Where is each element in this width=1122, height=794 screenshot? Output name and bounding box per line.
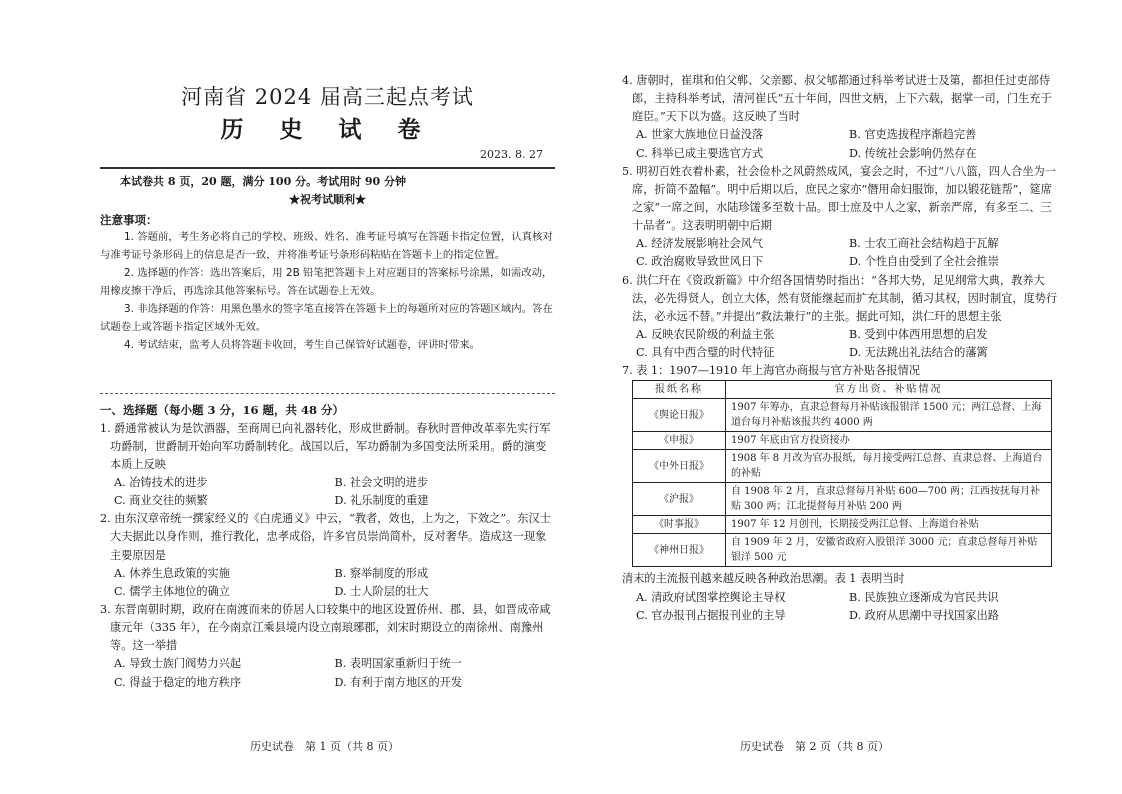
intro-block xyxy=(100,173,555,354)
option-c[interactable]: C. 商业交往的频繁 xyxy=(114,494,208,508)
option-b[interactable]: B. 民族独立逐渐成为官民共识 xyxy=(849,590,999,604)
section-heading: 一、选择题（每小题 3 分，16 题，共 48 分） xyxy=(100,403,345,417)
option-a[interactable]: A. 世家大族地位日益没落 xyxy=(636,128,764,142)
question-6 xyxy=(622,272,1062,363)
question-stem: 5. 明初百姓衣着朴素，社会俭朴之风蔚然成风，宴会之时，不过“八八篮，四人合坐为一席，折简不盈幅”。明中后期以后，庶民之家亦“僭用命妇服饰，加以锻花链帮”，筵席之家“一席之间，水陆珍馐多至数十品。即士庶及中人之家，新亲严席，有多至二、三十品者”。这表明明朝中后期 xyxy=(622,164,1056,233)
right-page xyxy=(622,0,1062,794)
option-d[interactable]: D. 个性自由受到了全社会推崇 xyxy=(849,255,999,269)
question-stem: 2. 由东汉章帝统一撰家经义的《白虎通义》中云，“教者，效也，上为之，下效之”。东汉士大夫据此以身作则，推行教化，忠孝成俗，许多官员崇尚简朴，反对奢华。造成这一现象主要原因是 xyxy=(100,512,551,562)
notes-list xyxy=(100,229,555,354)
newspaper-name: 《沪报》 xyxy=(633,483,726,516)
option-d[interactable]: D. 有利于南方地区的开发 xyxy=(334,675,463,689)
option-a[interactable]: A. 导致士族门阀势力兴起 xyxy=(114,657,242,671)
exam-date: 2023. 8. 27 xyxy=(480,148,543,161)
note-item: 3. 非选择题的作答：用黑色墨水的签字笔直接答在答题卡上的每题所对应的答题区域内。答在试题卷上或答题卡指定区域外无效。 xyxy=(100,302,553,333)
newspaper-name: 《舆论日报》 xyxy=(633,399,726,432)
note-item: 4. 考试结束，监考人员将答题卡收回，考生自己保管好试题卷，评讲时带来。 xyxy=(124,338,481,351)
question-4 xyxy=(622,72,1062,163)
header-rule xyxy=(100,167,555,169)
question-stem: 4. 唐朝时，崔琪和伯父郸、父亲郾、叔父郇都通过科举考试进士及第，都担任过吏部侍郎，主持科举考试，清河崔氏“五十年间，四世文柄，上下六载，据掌一司，门生充于庭臣。”天下以为盛。这反映了当时 xyxy=(622,74,1052,124)
option-c[interactable]: C. 儒学主体地位的确立 xyxy=(114,584,230,598)
notes-heading: 注意事项： xyxy=(100,212,158,227)
subsidy-info: 1908 年 8 月改为官办报纸，每月接受两江总督、直隶总督、上海道台的补贴 xyxy=(726,450,1052,483)
option-a[interactable]: A. 休养生息政策的实施 xyxy=(114,566,230,580)
table-row xyxy=(633,399,1052,432)
col-header-info: 官方出资、补贴情况 xyxy=(726,381,1052,399)
option-d[interactable]: D. 礼乐制度的重建 xyxy=(334,494,429,508)
subsidy-info: 1907 年 12 月创刊，长期接受两江总督、上海道台补贴 xyxy=(726,516,1052,534)
option-d[interactable]: D. 无法跳出礼法结合的藩篱 xyxy=(849,346,988,360)
subsidy-info: 1907 年筹办，直隶总督每月补贴该报银洋 1500 元；两江总督、上海道台每月补贴该报共约 4000 两 xyxy=(726,399,1052,432)
question-7 xyxy=(622,362,1062,625)
newspaper-name: 《时事报》 xyxy=(633,516,726,534)
option-a[interactable]: A. 经济发展影响社会风气 xyxy=(636,237,764,251)
question-stem: 1. 爵通常被认为是饮酒器，至商周已向礼器转化，形成世爵制。春秋时晋伸改革率先实行军功爵制，世爵制开始向军功爵制转化。战国以后，军功爵制为多国变法所采用。爵的演变本质上反映 xyxy=(100,421,551,471)
option-c[interactable]: C. 政治腐败导致世风日下 xyxy=(636,255,764,269)
choice-section xyxy=(100,401,555,692)
note-item: 2. 选择题的作答：选出答案后，用 2B 铅笔把答题卡上对应题目的答案标号涂黑，如需改动，用橡皮擦干净后，再选涂其他答案标号。答在试题卷上无效。 xyxy=(100,267,553,297)
subsidy-info: 1907 年底由官方投资接办 xyxy=(726,432,1052,450)
option-b[interactable]: B. 社会文明的进步 xyxy=(334,476,429,490)
option-d[interactable]: D. 士人阶层的壮大 xyxy=(334,584,429,598)
question-2 xyxy=(100,510,555,601)
option-c[interactable]: C. 科举已成主要选官方式 xyxy=(636,146,764,160)
questions-top xyxy=(622,72,1062,625)
table-row xyxy=(633,516,1052,534)
question-followup: 清末的主流报刊越来越反映各种政治思潮。表 1 表明当时 xyxy=(622,572,905,586)
note-item: 1. 答题前，考生务必将自己的学校、班级、姓名、准考证号填写在答题卡指定位置，认真核对与准考证号条形码上的信息是否一致，并将准考证号条形码粘贴在答题卡上的指定位置。 xyxy=(100,231,553,262)
col-header-name: 报纸名称 xyxy=(633,381,726,399)
question-stem: 7. 表 1：1907—1910 年上海官办商报与官方补贴各报情况 xyxy=(622,364,920,378)
exam-wish: ★祝考试顺利★ xyxy=(289,192,366,206)
option-a[interactable]: A. 反映农民阶级的利益主张 xyxy=(636,327,775,341)
page-footer: 历史试卷 第 1 页（共 8 页） xyxy=(250,740,399,754)
subsidy-info: 自 1908 年 2 月，直隶总督每月补贴 600—700 两；江西按抚每月补贴 300 两；江北提督每月补贴 200 两 xyxy=(726,483,1052,516)
subject-title: 历 史 试 卷 xyxy=(220,117,435,143)
left-page xyxy=(100,0,555,794)
page-footer: 历史试卷 第 2 页（共 8 页） xyxy=(740,740,889,754)
option-b[interactable]: B. 表明国家重新归于统一 xyxy=(334,657,462,671)
question-stem: 3. 东晋南朝时期，政府在南渡而来的侨居人口较集中的地区设置侨州、郡、县，如晋成帝咸康元年（335 年），在今南京江乘县境内设立南琅琊郡，刘宋时期设立的南徐州、南豫州等。这一举措 xyxy=(100,603,551,653)
option-c[interactable]: C. 官办报刊占据报刊业的主导 xyxy=(636,608,786,622)
subsidy-table xyxy=(632,380,1052,567)
table-row xyxy=(633,450,1052,483)
table-header-row xyxy=(633,381,1052,399)
option-b[interactable]: B. 士农工商社会结构趋于瓦解 xyxy=(849,237,999,251)
option-a[interactable]: A. 清政府试图掌控舆论主导权 xyxy=(636,590,786,604)
option-a[interactable]: A. 冶铸技术的进步 xyxy=(114,476,208,490)
subsidy-info: 自 1909 年 2 月，安徽省政府入股银洋 3000 元；直隶总督每月补贴银洋 500 元 xyxy=(726,534,1052,567)
question-stem: 6. 洪仁玕在《资政新篇》中介绍各国情势时指出：“各邦大势，足见纲常大典，教养大法，必先得贤人，创立大体，然有贤能继起而扩充其制，循习其权，因时制宜，度势行法，必永远不替。”并提出“救法兼行”的主张。据此可知，洪仁玕的思想主张 xyxy=(622,273,1058,323)
option-c[interactable]: C. 具有中西合璧的时代特征 xyxy=(636,346,775,360)
option-b[interactable]: B. 受到中体西用思想的启发 xyxy=(849,327,988,341)
exam-intro: 本试卷共 8 页，20 题，满分 100 分。考试用时 90 分钟 xyxy=(120,175,407,188)
table-row xyxy=(633,432,1052,450)
section-divider xyxy=(100,393,555,394)
newspaper-name: 《神州日报》 xyxy=(633,534,726,567)
option-b[interactable]: B. 官吏选拔程序渐趋完善 xyxy=(849,128,977,142)
exam-title: 河南省 2024 届高三起点考试 xyxy=(181,85,474,109)
question-3 xyxy=(100,601,555,692)
option-d[interactable]: D. 政府从思潮中寻找国家出路 xyxy=(849,608,999,622)
option-c[interactable]: C. 得益于稳定的地方秩序 xyxy=(114,675,242,689)
table-row xyxy=(633,534,1052,567)
newspaper-name: 《申报》 xyxy=(633,432,726,450)
question-1 xyxy=(100,420,555,511)
question-5 xyxy=(622,163,1062,272)
option-b[interactable]: B. 察举制度的形成 xyxy=(334,566,429,580)
option-d[interactable]: D. 传统社会影响仍然存在 xyxy=(849,146,977,160)
newspaper-name: 《中外日报》 xyxy=(633,450,726,483)
table-row xyxy=(633,483,1052,516)
